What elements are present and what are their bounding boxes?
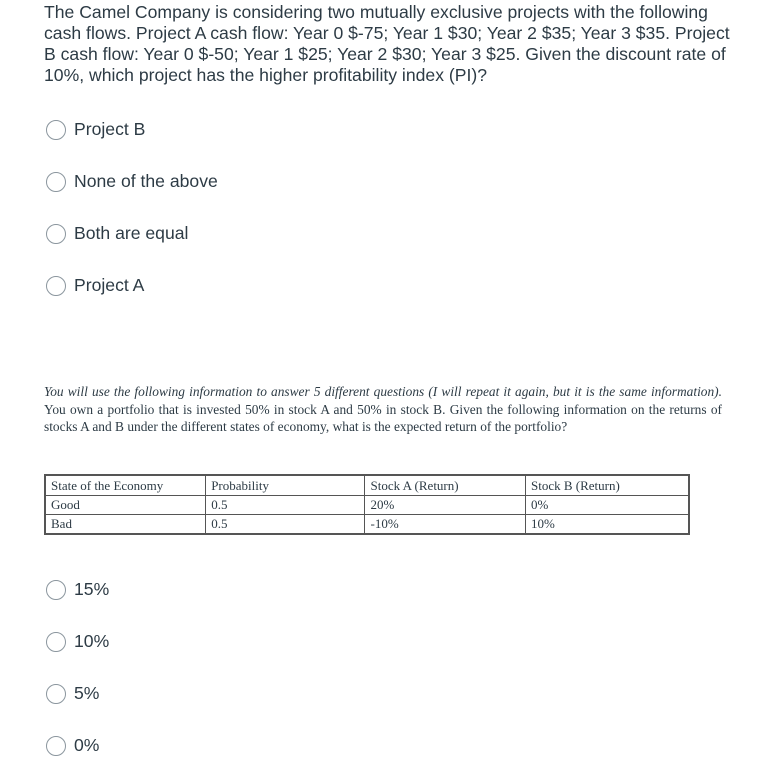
- question-1-text: The Camel Company is considering two mutually exclusive projects with the following cash flows. Project A cash flow: Year 0 $-75; Year 1 $30; Year 2 $35; Year 3 $35. Project B cash flow: Year 0 $-50; Year 1 $25; Year 2 $30; Year 3 $25. Given the discount rate of 10%, which project has the higher profitability index (PI)?: [44, 2, 730, 85]
- cell-stock-a: -10%: [365, 515, 526, 535]
- answer-option-10-percent[interactable]: [46, 631, 109, 652]
- question-2-body: You own a portfolio that is invested 50% in stock A and 50% in stock B. Given the following information on the returns of stocks A and B under the different states of economy, what is the expected return of the portfolio?: [44, 401, 722, 434]
- radio-button[interactable]: [46, 120, 66, 140]
- answer-option-15-percent[interactable]: [46, 579, 109, 600]
- radio-button[interactable]: [46, 684, 66, 704]
- radio-button[interactable]: [46, 224, 66, 244]
- header-stock-b: Stock B (Return): [525, 475, 689, 496]
- answer-option-project-b[interactable]: [46, 119, 145, 140]
- cell-probability: 0.5: [206, 515, 365, 535]
- answer-label: 10%: [74, 631, 110, 651]
- cell-probability: 0.5: [206, 496, 365, 515]
- cell-stock-b: 0%: [525, 496, 689, 515]
- answer-label: Both are equal: [74, 223, 189, 243]
- header-state: State of the Economy: [45, 475, 206, 496]
- answer-option-both-equal[interactable]: [46, 223, 188, 244]
- radio-button[interactable]: [46, 736, 66, 756]
- table-row: [45, 515, 689, 535]
- answer-option-5-percent[interactable]: [46, 683, 99, 704]
- header-stock-a: Stock A (Return): [365, 475, 526, 496]
- cell-state: Good: [45, 496, 206, 515]
- table-header-row: [45, 475, 689, 496]
- answer-label: 5%: [74, 683, 100, 703]
- radio-button[interactable]: [46, 580, 66, 600]
- answer-option-project-a[interactable]: [46, 275, 144, 296]
- radio-button[interactable]: [46, 632, 66, 652]
- table-row: [45, 496, 689, 515]
- answer-option-none-of-the-above[interactable]: [46, 171, 218, 192]
- answer-label: None of the above: [74, 171, 218, 191]
- question-2-text: [44, 383, 722, 436]
- answer-option-0-percent[interactable]: [46, 735, 99, 756]
- cell-stock-a: 20%: [365, 496, 526, 515]
- answer-label: 0%: [74, 735, 100, 755]
- answer-label: Project B: [74, 119, 146, 139]
- answer-label: 15%: [74, 579, 110, 599]
- answer-label: Project A: [74, 275, 145, 295]
- header-probability: Probability: [206, 475, 365, 496]
- cell-state: Bad: [45, 515, 206, 535]
- cell-stock-b: 10%: [525, 515, 689, 535]
- economy-returns-table: [44, 474, 690, 535]
- radio-button[interactable]: [46, 172, 66, 192]
- question-2-intro: You will use the following information to answer 5 different questions (I will repeat it again, but it is the same information).: [44, 384, 722, 399]
- radio-button[interactable]: [46, 276, 66, 296]
